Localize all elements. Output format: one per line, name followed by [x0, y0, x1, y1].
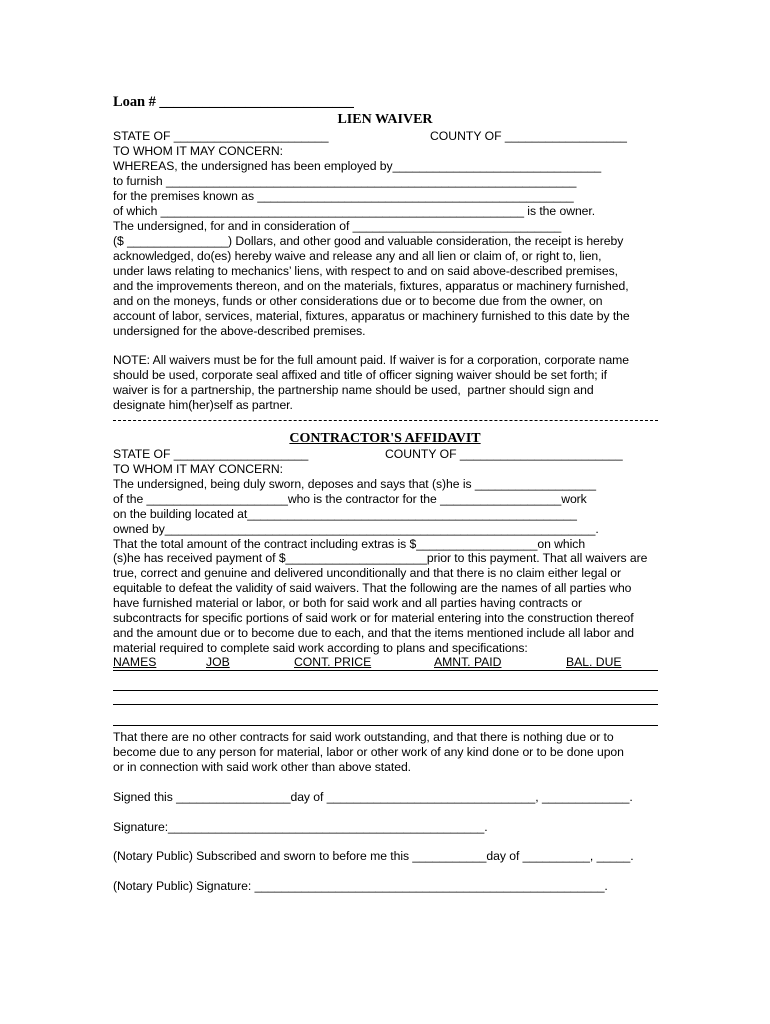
- notary-signature-line: (Notary Public) Signature: ____________________________________________________.: [113, 879, 608, 893]
- note-line: designate him(her)self as partner.: [113, 398, 293, 412]
- closing-line: or in connection with said work other than above stated.: [113, 760, 412, 774]
- affidavit-line: on the building located at_________________________________________________: [113, 507, 577, 521]
- lien-line: The undersigned, for and in consideration of _______________________________: [113, 219, 562, 233]
- affidavit-line: The undersigned, being duly sworn, deposes and says that (s)he is __________________: [113, 477, 596, 491]
- affidavit-line: and the amount due or to become due to each, and that the items mentioned include all labor and: [113, 626, 635, 640]
- col-cont-price: CONT. PRICE: [294, 655, 372, 669]
- lien-state-of: STATE OF _______________________: [113, 129, 329, 143]
- lien-line: TO WHOM IT MAY CONCERN:: [113, 144, 283, 158]
- lien-line: WHEREAS, the undersigned has been employed by_______________________________: [113, 159, 602, 173]
- affidavit-line: That the total amount of the contract including extras is $__________________on which: [113, 537, 586, 551]
- lien-county-of: COUNTY OF __________________: [430, 129, 627, 143]
- lien-line: to furnish _____________________________________________________________: [113, 174, 577, 188]
- affidavit-county-of: COUNTY OF ________________________: [385, 447, 623, 461]
- note-line: NOTE: All waivers must be for the full amount paid. If waiver is for a corporation, corporate name: [113, 353, 630, 367]
- closing-line: That there are no other contracts for said work outstanding, and that there is nothing due or to: [113, 730, 614, 744]
- col-bal-due: BAL. DUE: [566, 655, 622, 669]
- affidavit-state-of: STATE OF ____________________: [113, 447, 309, 461]
- affidavit-title: [0, 431, 770, 447]
- affidavit-line: (s)he has received payment of $_____________________prior to this payment. That all waivers are: [113, 551, 648, 565]
- affidavit-line: of the _____________________who is the contractor for the __________________work: [113, 492, 587, 506]
- loan-number-line: Loan # ___________________________: [113, 94, 354, 110]
- lien-line: under laws relating to mechanics’ liens, with respect to and on said above-described premises,: [113, 264, 618, 278]
- affidavit-title-text: CONTRACTOR'S AFFIDAVIT: [289, 431, 481, 446]
- lien-line: of which ______________________________________________________ is the owner.: [113, 204, 596, 218]
- section-divider: [113, 420, 658, 423]
- lien-waiver-title: [0, 112, 770, 128]
- table-row-line: [113, 704, 658, 705]
- affidavit-line: material required to complete said work according to plans and specifications:: [113, 641, 528, 655]
- affidavit-line: have furnished material or labor, or both for said work and all parties having contracts or: [113, 596, 582, 610]
- affidavit-line: TO WHOM IT MAY CONCERN:: [113, 462, 283, 476]
- signed-this-line: Signed this _________________day of _______________________________, _____________.: [113, 790, 633, 804]
- lien-line: for the premises known as _______________________________________________: [113, 189, 574, 203]
- affidavit-line: true, correct and genuine and delivered unconditionally and that there is no claim either legal or: [113, 566, 621, 580]
- lien-line: and on the moneys, funds or other considerations due or to become due from the owner, on: [113, 294, 603, 308]
- lien-waiver-title-text: LIEN WAIVER: [337, 112, 433, 127]
- signature-line: Signature:_______________________________________________.: [113, 820, 488, 834]
- table-row-line: [113, 690, 658, 691]
- col-job: JOB: [206, 655, 230, 669]
- table-row-line: [113, 725, 658, 726]
- closing-line: become due to any person for material, labor or other work of any kind done or to be done upon: [113, 745, 624, 759]
- affidavit-line: subcontracts for specific portions of said work or for material entering into the construction thereof: [113, 611, 634, 625]
- affidavit-line: equitable to defeat the validity of said waivers. That the following are the names of all parties who: [113, 581, 632, 595]
- lien-line: account of labor, services, material, fixtures, apparatus or machinery furnished to this date by the: [113, 309, 630, 323]
- lien-line: and the improvements thereon, and on the materials, fixtures, apparatus or machinery furnished,: [113, 279, 629, 293]
- affidavit-line: owned by________________________________________________________________.: [113, 522, 599, 536]
- lien-line: undersigned for the above-described premises.: [113, 324, 366, 338]
- note-line: waiver is for a partnership, the partnership name should be used, partner should sign and: [113, 383, 594, 397]
- col-names: NAMES: [113, 655, 157, 669]
- lien-line: ($ _______________) Dollars, and other good and valuable consideration, the receipt is hereby: [113, 234, 624, 248]
- col-amnt-paid: AMNT. PAID: [434, 655, 502, 669]
- notary-sworn-line: (Notary Public) Subscribed and sworn to before me this ___________day of __________, _____.: [113, 849, 634, 863]
- note-line: should be used, corporate seal affixed and title of officer signing waiver should be set forth; if: [113, 368, 607, 382]
- lien-line: acknowledged, do(es) hereby waive and release any and all lien or claim of, or right to, lien,: [113, 249, 602, 263]
- table-rule: [113, 670, 658, 671]
